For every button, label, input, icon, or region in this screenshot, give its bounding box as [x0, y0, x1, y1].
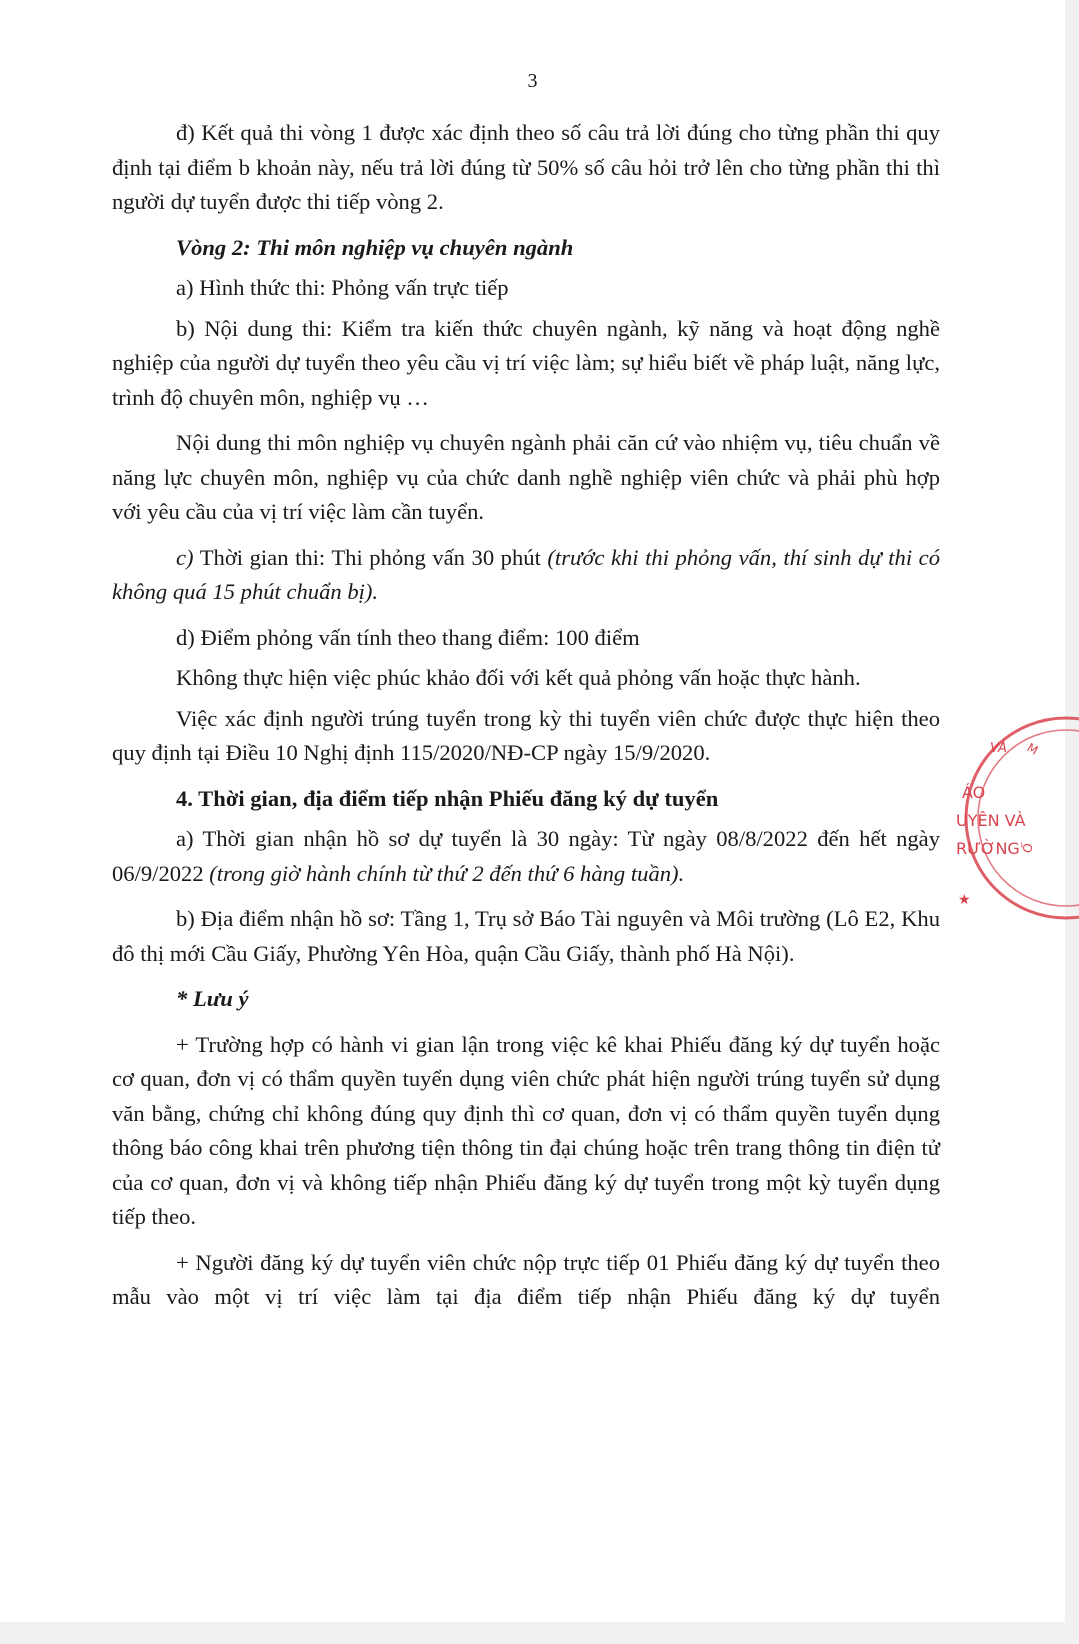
- paragraph-exam-content: b) Nội dung thi: Kiểm tra kiến thức chuyên ngành, kỹ năng và hoạt động nghề nghiệp của người dự tuyển theo yêu cầu vị trí việc làm; sự hiểu biết về pháp luật, năng lực, trình độ chuyên môn, nghiệp vụ …: [112, 315, 940, 410]
- paragraph-no-review: Không thực hiện việc phúc khảo đối với kết quả phỏng vấn hoặc thực hành.: [176, 665, 861, 690]
- stamp-text-2: M: [1024, 740, 1041, 758]
- receive-time-note: (trong giờ hành chính từ thứ 2 đến thứ 6 hàng tuần).: [209, 860, 685, 886]
- round2-heading: Vòng 2: Thi môn nghiệp vụ chuyên ngành: [176, 234, 574, 260]
- stamp-text-5: RƯỜNG: [956, 839, 1020, 858]
- page-number: 3: [527, 70, 538, 92]
- paragraph-winner-determination: Việc xác định người trúng tuyển trong kỳ thi tuyển viên chức được thực hiện theo quy định tại Điều 10 Nghị định 115/2020/NĐ-CP ngày 15/9/2020.: [112, 705, 940, 765]
- document-body: [112, 116, 940, 1326]
- stamp-star-icon: ★: [958, 892, 971, 908]
- exam-time-note: (trước khi thi phỏng vấn, thí sinh dự thi có không quá 15 phút chuẩn bị).: [112, 544, 940, 604]
- exam-time-text: Thời gian thi: Thi phỏng vấn 30 phút: [193, 544, 548, 570]
- paragraph-round1-result: đ) Kết quả thi vòng 1 được xác định theo số câu trả lời đúng cho từng phần thi quy định tại điểm b khoản này, nếu trả lời đúng từ 50% số câu hỏi trở lên cho từng phần thi thì người dự tuyển được thi tiếp vòng 2.: [112, 120, 940, 214]
- paragraph-exam-time: [112, 541, 940, 610]
- stamp-text-3: ÁO: [962, 783, 986, 802]
- receive-time-text: a) Thời gian nhận hồ sơ dự tuyển là 30 ngày: Từ ngày 08/8/2022 đến hết ngày 06/9/2022: [112, 826, 940, 886]
- red-stamp: [956, 726, 1079, 926]
- note-heading: * Lưu ý: [176, 986, 249, 1011]
- exam-time-label: c): [176, 544, 194, 570]
- stamp-text-4: UYÊN VÀ: [956, 811, 1026, 830]
- paragraph-exam-content-basis: Nội dung thi môn nghiệp vụ chuyên ngành phải căn cứ vào nhiệm vụ, tiêu chuẩn về năng lực chuyên môn, nghiệp vụ của chức danh nghề nghiệp viên chức và phải phù hợp với yêu cầu của vị trí việc làm cần tuyển.: [112, 430, 940, 524]
- paragraph-receive-time: [112, 822, 940, 891]
- stamp-text-1: VÀ: [990, 741, 1007, 756]
- paragraph-exam-format: a) Hình thức thi: Phỏng vấn trực tiếp: [176, 275, 509, 300]
- section-4-heading: 4. Thời gian, địa điểm tiếp nhận Phiếu đăng ký dự tuyển: [176, 785, 719, 811]
- paragraph-submission-note: + Người đăng ký dự tuyển viên chức nộp trực tiếp 01 Phiếu đăng ký dự tuyển theo mẫu vào một vị trí việc làm tại địa điểm tiếp nhận Phiếu đăng ký dự tuyển: [112, 1249, 940, 1309]
- paragraph-fraud-note: + Trường hợp có hành vi gian lận trong việc kê khai Phiếu đăng ký dự tuyển hoặc cơ quan, đơn vị có thẩm quyền tuyển dụng viên chức phát hiện người trúng tuyển sử dụng văn bằng, chứng chỉ không đúng quy định thì cơ quan, đơn vị có thẩm quyền tuyển dụng thông báo công khai trên phương tiện thông tin đại chúng hoặc trên trang thông tin điện tử của cơ quan, đơn vị và không tiếp nhận Phiếu đăng ký dự tuyển trong một kỳ tuyển dụng tiếp theo.: [112, 1031, 940, 1229]
- paragraph-receive-location: b) Địa điểm nhận hồ sơ: Tầng 1, Trụ sở Báo Tài nguyên và Môi trường (Lô E2, Khu đô thị mới Cầu Giấy, Phường Yên Hòa, quận Cầu Giấy, thành phố Hà Nội).: [112, 906, 940, 966]
- paragraph-interview-score: d) Điểm phỏng vấn tính theo thang điểm: 100 điểm: [176, 624, 640, 650]
- stamp-text-6: Ố: [1019, 841, 1037, 856]
